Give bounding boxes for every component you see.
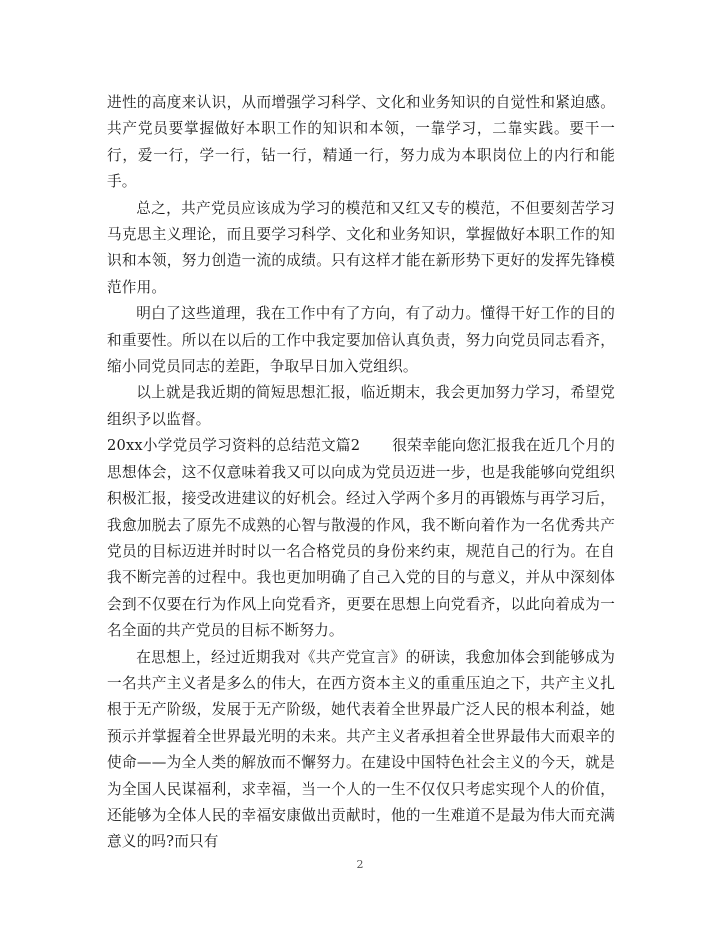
paragraph-2: 总之，共产党员应该成为学习的模范和又红又专的模范，不但要刻苦学习马克思主义理论，而且要学习科学、文化和业务知识，掌握做好本职工作的知识和本领，努力创造一流的成绩。只有这样才能在新形势下更好的发挥先锋模范作用。 [107,199,615,296]
paragraph-4: 以上就是我近期的简短思想汇报，临近期末，我会更加努力学习，希望党组织予以监督。 [107,384,615,428]
page-number: 2 [356,858,364,871]
paragraph-3: 明白了这些道理，我在工作中有了方向，有了动力。懂得干好工作的目的和重要性。所以在以后的工作中我定要加倍认真负责，努力向党员同志看齐，缩小同党员同志的差距，争取早日加入党组织。 [107,305,615,376]
document-body [107,90,615,856]
paragraph-5-text: 很荣幸能向您汇报我在近几个月的思想体会，这不仅意味着我又可以向成为党员迈进一步，也是我能够向党组织积极汇报，接受改进建议的好机会。经过入学两个多月的再锻炼与再学习后，我愈加脱去了原先不成熟的心智与散漫的作风，我不断向着作为一名优秀共产党员的目标迈进并时时以一名合格党员的身份来约束，规范自己的行为。在自我不断完善的过程中。我也更加明确了自己入党的目的与意义，并从中深刻体会到不仅要在行为作风上向党看齐，更要在思想上向党看齐，以此向着成为一名全面的共产党员的目标不断努力。 [107,437,615,640]
paragraph-1: 进性的高度来认识，从而增强学习科学、文化和业务知识的自觉性和紧迫感。共产党员要掌握做好本职工作的知识和本领，一靠学习，二靠实践。要干一行，爱一行，学一行，钻一行，精通一行，努力成为本职岗位上的内行和能手。 [107,94,615,191]
paragraph-6: 在思想上，经过近期我对《共产党宣言》的研读，我愈加体会到能够成为一名共产主义者是多么的伟大，在西方资本主义的重重压迫之下，共产主义扎根于无产阶级，发展于无产阶级，她代表着全世界最广泛人民的根本利益，她预示并掌握着全世界最光明的未来。共产主义者承担着全世界最伟大而艰辛的使命——为全人类的解放而不懈努力。在建设中国特色社会主义的今天，就是为全国人民谋福利，求幸福，当一个人的一生不仅仅只考虑实现个人的价值，还能够为全体人民的幸福安康做出贡献时，他的一生难道不是最为伟大而充满意义的吗?而只有 [107,648,615,851]
paragraph-5 [107,433,615,644]
section-heading: 20xx小学党员学习资料的总结范文篇2 [107,437,361,455]
